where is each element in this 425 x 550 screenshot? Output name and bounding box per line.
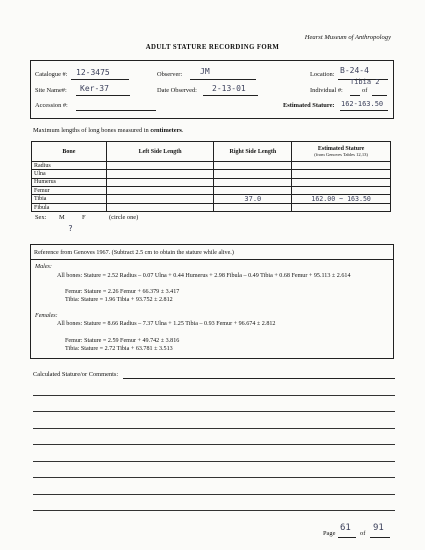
estimated-cell[interactable] [292,170,391,178]
page-total[interactable]: 91 [373,523,384,533]
comment-line[interactable] [33,494,395,495]
page-label: Page [323,530,336,537]
right-length-cell[interactable]: 37.0 [214,195,292,204]
bone-name: Fibula [32,204,107,212]
bone-table [31,141,391,212]
estimated-cell[interactable] [292,178,391,186]
observer-value[interactable]: JM [200,67,210,76]
comment-line[interactable] [33,477,395,478]
comment-line[interactable] [33,510,395,511]
reference-title: Reference from Genoves 1967. (Subtract 2.5 cm to obtain the stature while alive.) [34,250,234,256]
estimated-value[interactable]: 162-163.50 [341,100,384,108]
total-line [370,537,390,538]
estimated-cell[interactable] [292,186,391,194]
comment-line[interactable] [33,444,395,445]
table-row [32,195,391,204]
header-left: Left Side Length [106,142,214,162]
bone-name: Humerus [32,178,107,186]
location-note: Tibia 2 [350,78,380,86]
estimated-cell[interactable] [292,204,391,212]
date-value[interactable]: 2-13-01 [212,84,246,93]
males-all-formula: All bones: Stature = 2.52 Radius – 0.07 Ulna + 0.44 Humerus + 2.98 Fibula – 0.49 Tibia + 0.68 Femur + 95.113 ± 2.614 [57,273,351,279]
females-all-formula: All bones: Stature = 8.66 Radius – 7.37 Ulna + 1.25 Tibia – 0.93 Femur + 96.674 ± 2.812 [57,321,276,327]
individual-line [350,95,360,96]
observer-line [190,79,256,80]
header-estimated [292,142,391,162]
bone-name: Femur [32,186,107,194]
left-length-cell[interactable] [106,186,214,194]
header-right: Right Side Length [214,142,292,162]
males-label: Males: [35,264,52,270]
females-tibia-formula: Tibia: Stature = 2.72 Tibia + 63.781 ± 3.513 [65,346,173,352]
right-length-cell[interactable] [214,170,292,178]
comment-line[interactable] [33,461,395,462]
date-label: Date Observed: [157,87,197,94]
page-line [338,537,356,538]
comments-first-line[interactable] [123,378,395,379]
table-row [32,162,391,170]
site-label: Site Name#: [35,87,67,94]
right-length-cell[interactable] [214,186,292,194]
right-length-cell[interactable] [214,178,292,186]
estimated-cell[interactable] [292,162,391,170]
catalogue-value[interactable]: 12-3475 [76,68,110,77]
left-length-cell[interactable] [106,178,214,186]
location-label: Location: [310,71,335,78]
sex-note: (circle one) [109,214,139,221]
females-femur-formula: Femur: Stature = 2.59 Femur + 49.742 ± 3.816 [65,338,180,344]
measure-note [33,127,184,134]
header-bone: Bone [32,142,107,162]
males-femur-formula: Femur: Stature = 2.26 Femur + 66.379 ± 3.417 [65,289,180,295]
measure-note-prefix: Maximum lengths of long bones measured in [33,127,151,134]
location-value[interactable]: B-24-4 [340,66,369,75]
individual-label: Individual #: [310,87,343,94]
estimated-label: Estimated Stature: [283,102,335,109]
page-number[interactable]: 61 [340,523,351,533]
females-label: Females: [35,313,58,319]
bone-name: Ulna [32,170,107,178]
table-row [32,204,391,212]
header-estimated-label: Estimated Stature [317,146,365,152]
left-length-cell[interactable] [106,162,214,170]
accession-label: Accession #: [35,102,68,109]
header-estimated-sub: (from Genoves Tables 12,13) [314,152,368,157]
reference-divider [30,259,393,260]
table-row [32,186,391,194]
comment-line[interactable] [33,428,395,429]
sex-option-m[interactable]: M [59,214,65,221]
form-title: ADULT STATURE RECORDING FORM [145,44,280,51]
right-length-cell[interactable] [214,204,292,212]
left-length-cell[interactable] [106,204,214,212]
individual-total-line [372,95,387,96]
museum-name: Hearst Museum of Anthropology [304,34,391,41]
sex-label: Sex: [35,214,47,221]
right-length-cell[interactable] [214,162,292,170]
table-row [32,178,391,186]
estimated-line [340,110,388,111]
accession-line [76,110,156,111]
left-length-cell[interactable] [106,170,214,178]
individual-of: of [362,87,368,94]
measure-note-suffix: . [181,127,184,134]
table-header-row [32,142,391,162]
date-line [203,95,258,96]
estimated-cell[interactable]: 162.00 ~ 163.50 [292,195,391,204]
of-label: of [360,530,366,537]
catalogue-line [71,79,129,80]
comment-line[interactable] [33,411,395,412]
measure-note-unit: centimeters [150,127,182,134]
sex-option-f[interactable]: F [82,214,86,221]
sex-mark: ? [68,224,73,233]
site-value[interactable]: Ker-37 [80,84,109,93]
males-tibia-formula: Tibia: Stature = 1.96 Tibia + 93.752 ± 2.812 [65,297,173,303]
table-row [32,170,391,178]
site-line [76,95,130,96]
observer-label: Observer: [157,71,183,78]
bone-name: Radius [32,162,107,170]
comments-label: Calculated Stature/or Comments: [33,371,119,378]
catalogue-label: Catalogue #: [35,71,68,78]
left-length-cell[interactable] [106,195,214,204]
comment-line[interactable] [33,395,395,396]
bone-name: Tibia [32,195,107,204]
